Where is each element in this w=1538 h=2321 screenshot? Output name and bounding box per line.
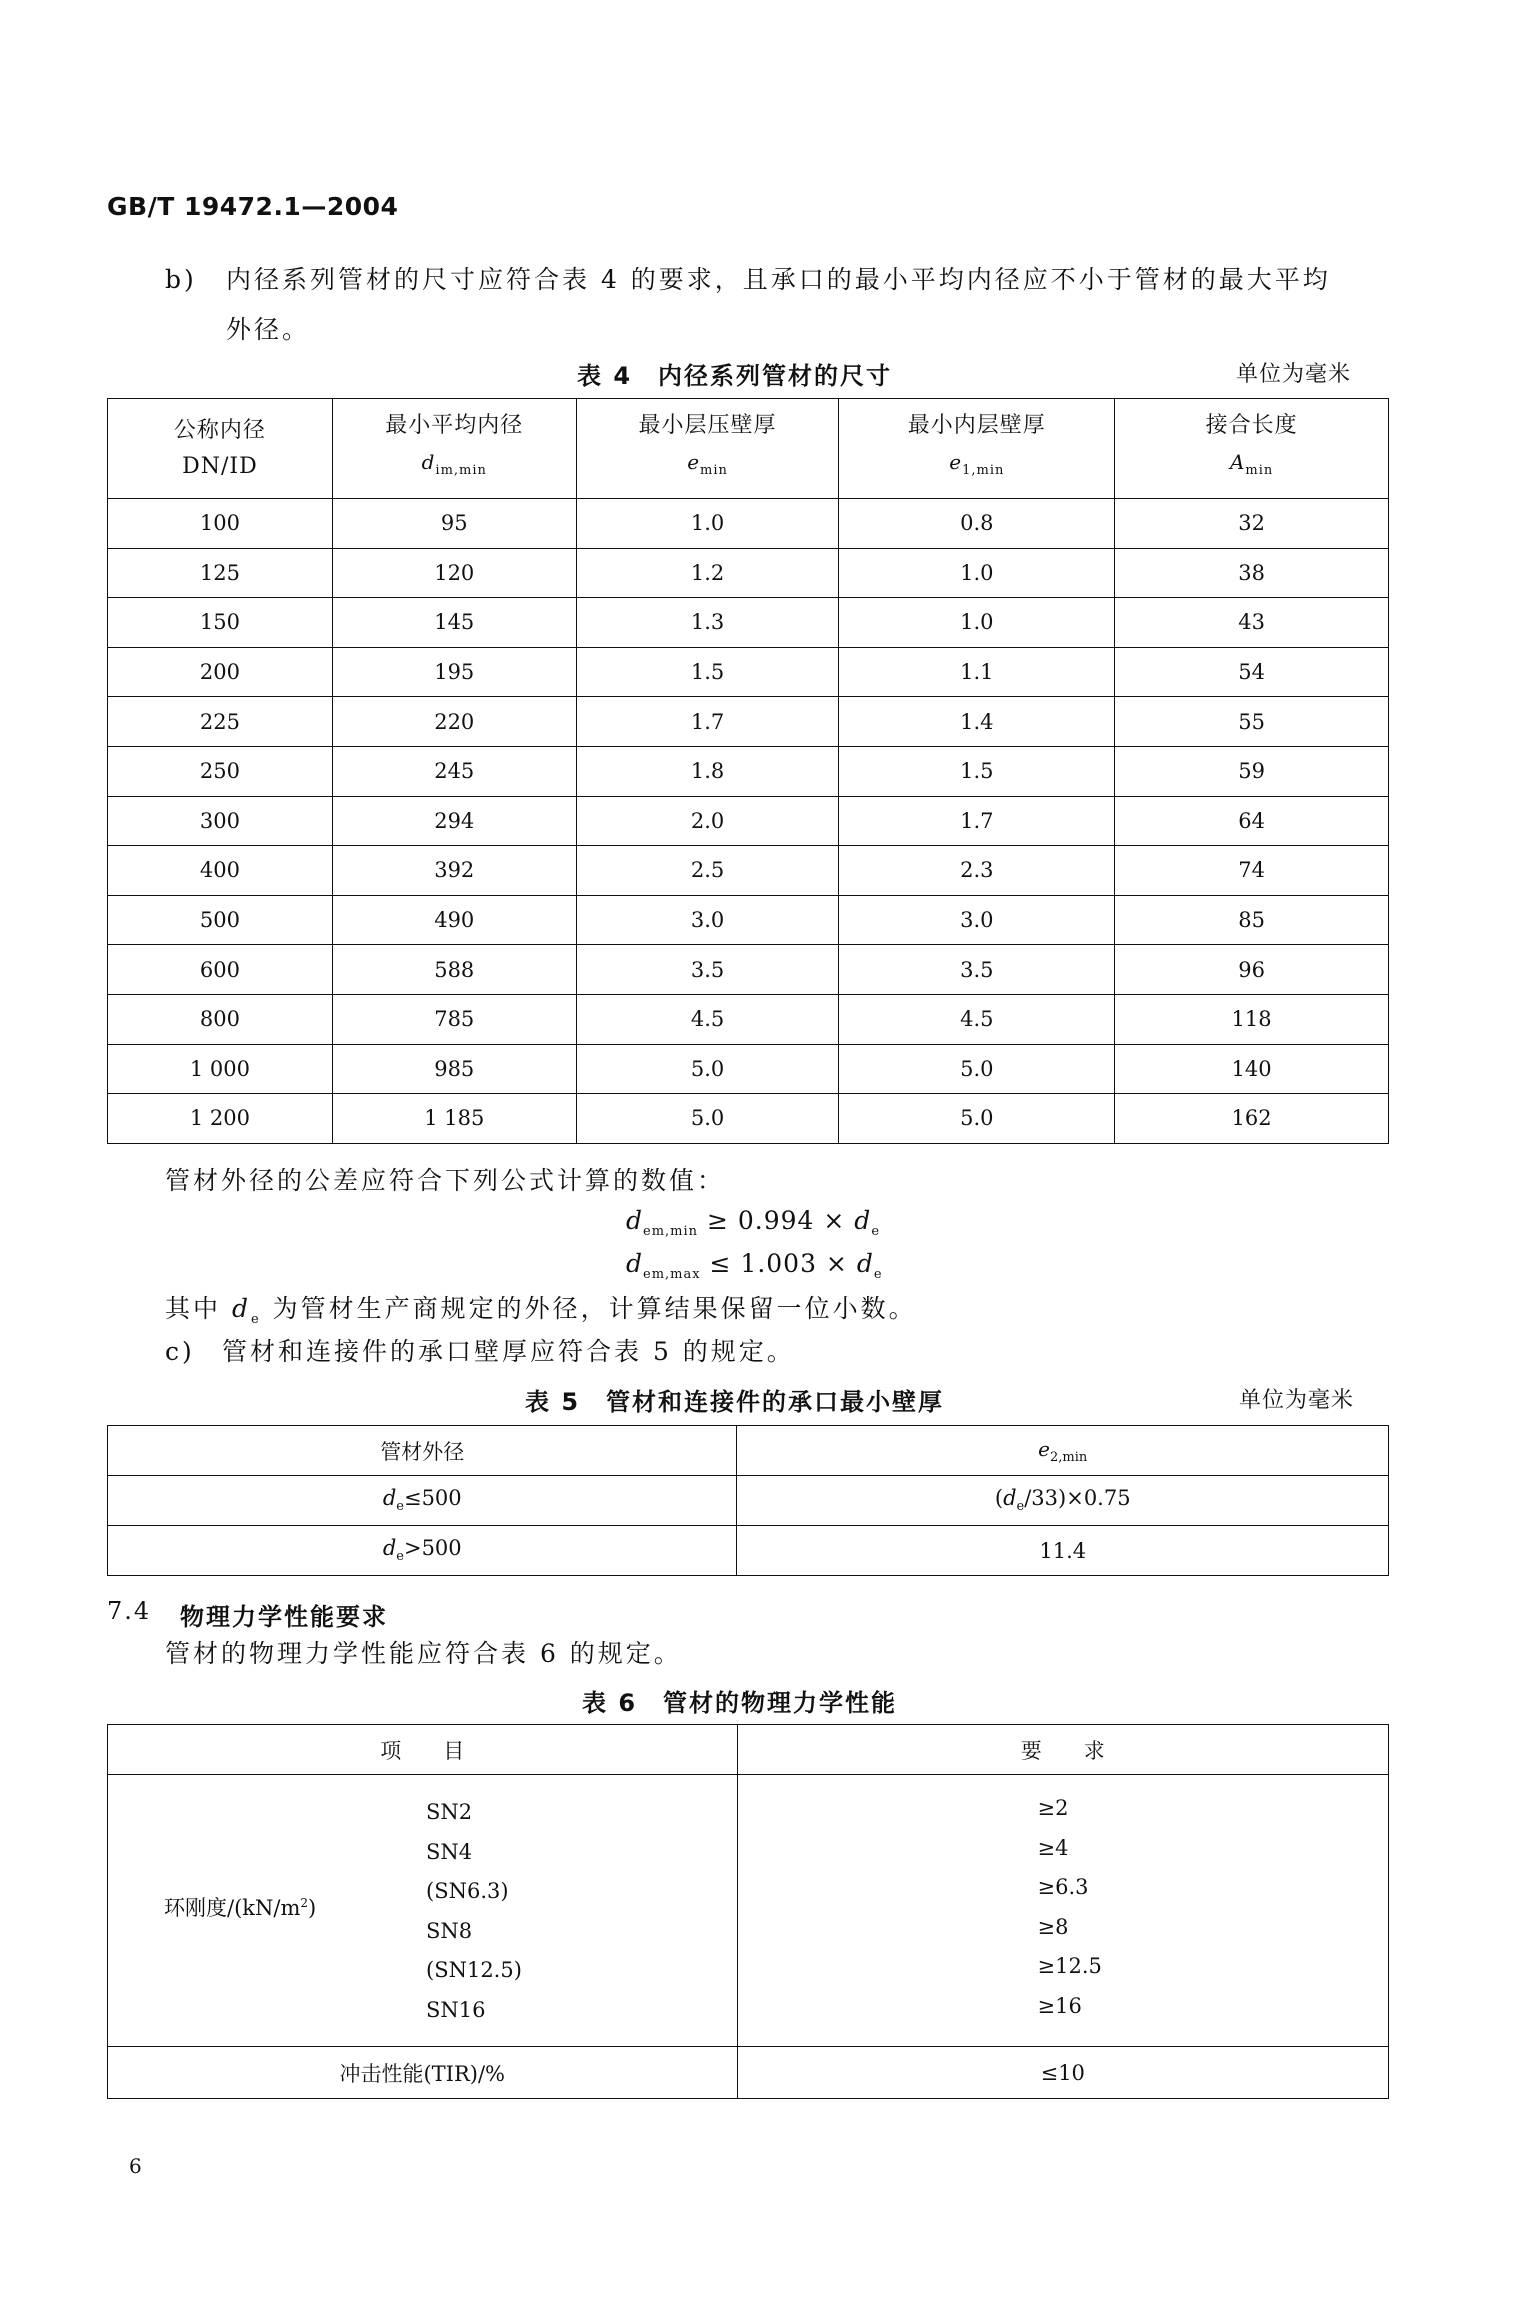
table4-cell: 118 (1115, 994, 1389, 1044)
table4-cell: 800 (108, 994, 333, 1044)
section74-text: 管材的物理力学性能应符合表 6 的规定。 (165, 1639, 682, 1668)
table4-cell: 490 (332, 895, 576, 945)
req-value: ≥16 (1037, 1993, 1082, 2018)
table5-r2-c2: 11.4 (737, 1526, 1389, 1576)
table4-head-e1min (839, 399, 1115, 499)
item-c-text: 管材和连接件的承口壁厚应符合表 5 的规定。 (222, 1337, 795, 1366)
table6-caption: 表 6 管材的物理力学性能 (582, 1689, 898, 1717)
table4-cell: 5.0 (576, 1094, 839, 1144)
req-value: ≥12.5 (1037, 1954, 1102, 1978)
table4-head-emin-symbol: $e_{min}$ (687, 450, 728, 478)
table4-cell: 125 (108, 548, 333, 598)
table4-head-amin-symbol: $A_{min}$ (1229, 450, 1274, 478)
table4-cell: 1.3 (576, 598, 839, 648)
table4-cell: 200 (108, 647, 333, 697)
table4-cell: 294 (332, 796, 576, 846)
table4-cell: 3.5 (576, 945, 839, 995)
table4-cell: 5.0 (839, 1044, 1115, 1094)
table4-cell: 245 (332, 746, 576, 796)
table4-cell: 1.0 (839, 598, 1115, 648)
table-row (108, 846, 1389, 896)
table6-ring-cell (108, 1775, 738, 2047)
table4-cell: 54 (1115, 647, 1389, 697)
table4-unit: 单位为毫米 (1236, 362, 1352, 387)
section74-number: 7.4 (107, 1597, 152, 1625)
table4-cell: 2.0 (576, 796, 839, 846)
table4-caption: 表 4 内径系列管材的尺寸 (577, 362, 893, 390)
table4-cell: 74 (1115, 846, 1389, 896)
table4-cell: 4.5 (839, 994, 1115, 1044)
table6-header-row (108, 1725, 1389, 1775)
table4-cell: 59 (1115, 746, 1389, 796)
table5-r1-c2: $(d_e/33)\times 0.75$ (737, 1476, 1389, 1526)
table4-cell: 3.5 (839, 945, 1115, 995)
table4-head-emin (576, 399, 839, 499)
table-row (108, 647, 1389, 697)
table4-cell: 225 (108, 697, 333, 747)
table4-cell: 85 (1115, 895, 1389, 945)
sn-class: (SN12.5) (426, 1958, 522, 1982)
table4-cell: 1.7 (839, 796, 1115, 846)
formula-min: $d_{em,min} \ge 0.994 \times d_e$ (626, 1206, 881, 1239)
table4-cell: 220 (332, 697, 576, 747)
table4-cell: 588 (332, 945, 576, 995)
table4-cell: 250 (108, 746, 333, 796)
table4-head-dn (108, 399, 333, 499)
table4-cell: 32 (1115, 499, 1389, 549)
table4-cell: 100 (108, 499, 333, 549)
req-value: ≥4 (1037, 1835, 1069, 1860)
table4-cell: 140 (1115, 1044, 1389, 1094)
table4-cell: 600 (108, 945, 333, 995)
table4-cell: 96 (1115, 945, 1389, 995)
section74-title: 物理力学性能要求 (180, 1603, 388, 1631)
table-row (108, 945, 1389, 995)
sn-class: (SN6.3) (426, 1879, 509, 1903)
table4-cell: 64 (1115, 796, 1389, 846)
item-b-marker: b) (165, 265, 197, 294)
table-row (108, 697, 1389, 747)
table4-cell: 1 000 (108, 1044, 333, 1094)
table4-cell: 3.0 (576, 895, 839, 945)
table4-cell: 1.0 (576, 499, 839, 549)
table4-cell: 55 (1115, 697, 1389, 747)
table6-req-cell (737, 1775, 1388, 2047)
impact-label: 冲击性能(TIR)/% (108, 2047, 738, 2099)
table6-head-req: 要 求 (737, 1725, 1388, 1775)
table4-head-dim-symbol: $d_{im,min}$ (421, 450, 487, 478)
table4-cell: 392 (332, 846, 576, 896)
table-row (108, 1094, 1389, 1144)
table4-head-amin-label: 接合长度 (1205, 413, 1298, 438)
table-row (108, 1526, 1389, 1576)
table5-r2-c1: $d_e>500$ (108, 1526, 737, 1576)
table5-head-e2min: $e_{2,min}$ (737, 1426, 1389, 1476)
table-row (108, 994, 1389, 1044)
table4-cell: 3.0 (839, 895, 1115, 945)
table5-head-od: 管材外径 (108, 1426, 737, 1476)
sn-class: SN2 (426, 1800, 473, 1824)
table5 (107, 1425, 1389, 1576)
table4-cell: 5.0 (576, 1044, 839, 1094)
table4-head-amin (1115, 399, 1389, 499)
sn-class: SN16 (426, 1997, 486, 2022)
page-number: 6 (129, 2154, 142, 2178)
table4-cell: 2.3 (839, 846, 1115, 896)
table4-cell: 162 (1115, 1094, 1389, 1144)
req-value: ≥2 (1037, 1796, 1069, 1820)
table4-cell: 1.7 (576, 697, 839, 747)
table4-cell: 0.8 (839, 499, 1115, 549)
table4-cell: 195 (332, 647, 576, 697)
table-row (108, 746, 1389, 796)
table5-header-row (108, 1426, 1389, 1476)
sn-class: SN4 (426, 1839, 473, 1864)
table4-cell: 43 (1115, 598, 1389, 648)
tolerance-where: 其中 $d_e$ 为管材生产商规定的外径，计算结果保留一位小数。 (165, 1294, 917, 1327)
tolerance-intro: 管材外径的公差应符合下列公式计算的数值： (165, 1166, 726, 1195)
table4-cell: 1.8 (576, 746, 839, 796)
table4-cell: 785 (332, 994, 576, 1044)
table-row (108, 1044, 1389, 1094)
table6 (107, 1724, 1389, 2099)
table-row (108, 548, 1389, 598)
table4-cell: 400 (108, 846, 333, 896)
table-row (108, 895, 1389, 945)
table4-head-e1min-label: 最小内层壁厚 (907, 413, 1046, 438)
table4-cell: 150 (108, 598, 333, 648)
table-row (108, 1476, 1389, 1526)
standard-number: GB/T 19472.1—2004 (107, 192, 399, 221)
table4-cell: 38 (1115, 548, 1389, 598)
sn-class: SN8 (426, 1918, 473, 1943)
table6-ring-row (108, 1775, 1389, 2047)
impact-req: ≤10 (737, 2047, 1388, 2099)
table6-impact-row (108, 2047, 1389, 2099)
formula-max: $d_{em,max} \le 1.003 \times d_e$ (626, 1249, 883, 1282)
table4-head-dim-label: 最小平均内径 (385, 413, 524, 438)
table5-caption: 表 5 管材和连接件的承口最小壁厚 (525, 1388, 945, 1416)
table6-head-item: 项 目 (108, 1725, 738, 1775)
item-c-marker: c) (165, 1337, 195, 1366)
ring-stiffness-label: 环刚度$/(kN/m^2)$ (164, 1896, 317, 1920)
req-list (1038, 1789, 1102, 2026)
table4-cell: 95 (332, 499, 576, 549)
table5-r1-c1: $d_e\le 500$ (108, 1476, 737, 1526)
table4-cell: 985 (332, 1044, 576, 1094)
table4-cell: 5.0 (839, 1094, 1115, 1144)
table4-cell: 500 (108, 895, 333, 945)
item-b-line2: 外径。 (226, 315, 311, 344)
table4-head-e1min-symbol: $e_{1,min}$ (949, 450, 1005, 478)
table-row (108, 499, 1389, 549)
req-value: ≥6.3 (1037, 1875, 1089, 1899)
table4-cell: 145 (332, 598, 576, 648)
table4-cell: 1.2 (576, 548, 839, 598)
table4-cell: 2.5 (576, 846, 839, 896)
table4-cell: 1 185 (332, 1094, 576, 1144)
table4-cell: 1.5 (839, 746, 1115, 796)
table4-cell: 120 (332, 548, 576, 598)
table4-cell: 1.1 (839, 647, 1115, 697)
table4-head-dn-symbol: DN/ID (182, 453, 258, 479)
table4 (107, 398, 1389, 1144)
table4-cell: 300 (108, 796, 333, 846)
table4-cell: 1.0 (839, 548, 1115, 598)
table-row (108, 796, 1389, 846)
table4-cell: 1 200 (108, 1094, 333, 1144)
item-b-line1: 内径系列管材的尺寸应符合表 4 的要求，且承口的最小平均内径应不小于管材的最大平均 (226, 265, 1331, 294)
table4-cell: 1.5 (576, 647, 839, 697)
table4-head-emin-label: 最小层压壁厚 (638, 413, 777, 438)
table4-cell: 4.5 (576, 994, 839, 1044)
req-value: ≥8 (1037, 1914, 1069, 1939)
table-row (108, 598, 1389, 648)
table4-head-dn-label: 公称内径 (173, 417, 266, 443)
table4-head-dim (332, 399, 576, 499)
table4-header-row (108, 399, 1389, 499)
table4-cell: 1.4 (839, 697, 1115, 747)
sn-list (426, 1793, 522, 2030)
table5-unit: 单位为毫米 (1239, 1388, 1355, 1413)
